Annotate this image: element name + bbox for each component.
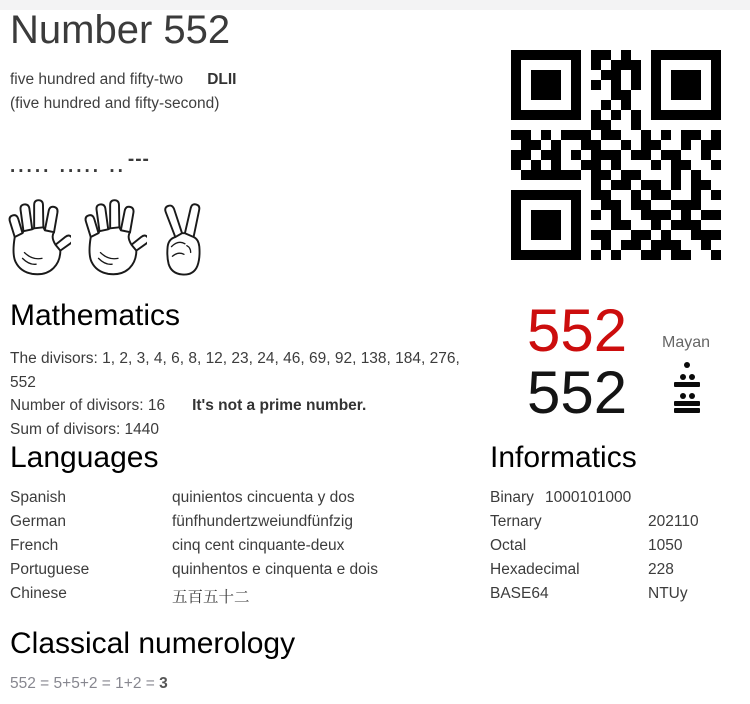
- qr-code: [511, 50, 721, 260]
- informatics-row: [490, 489, 750, 513]
- informatics-label: Hexadecimal: [490, 561, 580, 578]
- language-row: [10, 537, 472, 561]
- language-value: quinientos cincuenta y dos: [172, 489, 355, 506]
- mayan-numeral: [674, 362, 700, 419]
- language-label: Spanish: [10, 489, 67, 506]
- numerology-result: 3: [159, 675, 168, 692]
- language-row: [10, 489, 472, 513]
- divisor-count: Number of divisors: 16: [10, 397, 166, 414]
- informatics-label: Binary: [490, 489, 534, 506]
- mathematics-heading: Mathematics: [10, 299, 181, 332]
- divisors-text: The divisors: 1, 2, 3, 4, 6, 8, 12, 23, 24, 46, 69, 92, 138, 184, 276, 552: [10, 350, 460, 391]
- hand-sign-2-icon: [159, 197, 207, 279]
- hand-sign-5-icon: [7, 197, 71, 279]
- informatics-row: [490, 537, 750, 561]
- informatics-value: NTUy: [648, 585, 688, 602]
- language-value: fünfhundertzweiundfünfzig: [172, 513, 353, 530]
- language-value: quinhentos e cinquenta e dois: [172, 561, 378, 578]
- informatics-row: [490, 561, 750, 585]
- numerology-line: [10, 675, 168, 693]
- informatics-label: Ternary: [490, 513, 542, 530]
- morse-code: [10, 149, 150, 178]
- language-label: German: [10, 513, 66, 530]
- informatics-heading: Informatics: [490, 441, 637, 474]
- roman-numeral: DLII: [207, 71, 237, 88]
- informatics-row: [490, 513, 750, 537]
- languages-table: [10, 489, 472, 609]
- informatics-label: Octal: [490, 537, 527, 554]
- numerology-heading: Classical numerology: [10, 627, 296, 660]
- informatics-label: BASE64: [490, 585, 549, 602]
- language-label: French: [10, 537, 59, 554]
- divisor-sum: Sum of divisors: 1440: [10, 421, 160, 438]
- informatics-value: 228: [648, 561, 674, 578]
- informatics-value: 202110: [648, 513, 699, 530]
- numerology-expression: 552 = 5+5+2 = 1+2 =: [10, 675, 160, 692]
- language-row: [10, 513, 472, 537]
- language-label: Chinese: [10, 585, 67, 602]
- prime-note: It's not a prime number.: [192, 397, 367, 414]
- morse-dashes: ---: [127, 149, 150, 170]
- sign-language-hands: [7, 197, 207, 279]
- languages-heading: Languages: [10, 441, 159, 474]
- language-label: Portuguese: [10, 561, 90, 578]
- language-value: 五百五十二: [172, 589, 250, 606]
- informatics-value: 1050: [648, 537, 683, 554]
- morse-dots: ..... ..... ..: [10, 156, 126, 177]
- divisor-count-line: [10, 397, 366, 415]
- mayan-label: Mayan: [662, 334, 711, 351]
- informatics-row: [490, 585, 750, 609]
- ordinal-words: (five hundred and fifty-second): [10, 95, 220, 112]
- number-display-red: 552: [527, 297, 628, 364]
- language-row: [10, 585, 472, 609]
- language-value: cinq cent cinquante-deux: [172, 537, 345, 554]
- informatics-table: [490, 489, 750, 609]
- cardinal-words: five hundred and fifty-two: [10, 71, 184, 88]
- number-display-black: 552: [527, 359, 628, 426]
- informatics-value: 1000101000: [545, 489, 632, 506]
- page-title: Number 552: [10, 8, 231, 52]
- number-words-line: [10, 71, 236, 89]
- language-row: [10, 561, 472, 585]
- hand-sign-5-icon: [83, 197, 147, 279]
